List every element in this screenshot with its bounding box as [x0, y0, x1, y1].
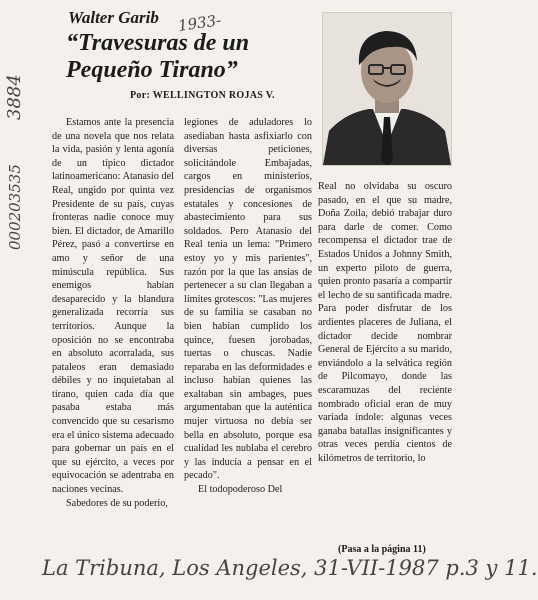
title-line-2: Pequeño Tirano” [66, 57, 238, 83]
handwritten-year: 1933- [176, 11, 223, 35]
article-column-1 [52, 116, 174, 564]
portrait-image [323, 13, 451, 165]
author-photo [322, 12, 452, 166]
title-line-1: “Travesuras de un [66, 30, 250, 56]
handwritten-source-note: La Tribuna, Los Angeles, 31-VII-1987 p.3 y 11. [42, 556, 538, 580]
column-1-paragraph-2: Sabedores de su poderío, [66, 497, 168, 509]
article-title [66, 30, 316, 84]
column-3-paragraph-1: Real no olvidaba su oscuro pasado, en el que su madre, Doña Zoila, debió trabajar duro para darle de comer. Como recompensa el dictador trae de Estados Unidos a Johnny Smith, un experto piloto de guerra, quien pronto pasaría a compartir el lecho de su santificada madre. Para poder disfrutar de los ardientes placeres de Juliana, el dictador decide nombrar General de Ejército a su marido, enviándolo a la selvática región de Pilcomayo, donde las escaramuzas del reciente nombrado oficial eran de muy variada índole: algunas veces ganaba batallas insignificantes y otras veces perdía cientos de kilómetros de territorio, lo [318, 181, 452, 464]
column-1-paragraph-1: Estamos ante la presencia de una novela que nos relata la vida, pasión y lenta agonía de un típico dictador latinoamericano: Atanasio del Real, ungido por quinta vez Presidente de su país, cuyas fronteras nadie conoce muy bien. El dictador, de Amarillo Pérez, pasó a convertirse en amo y señor de una minúscula república. Sus enemigos habían desaparecido y la blandura generalizada recorría sus territorios. Aunque la oposición no se encontraba en absoluto acorralada, sus pataleos eran demasiado débiles y no inquietaban al tirano, quien cada día que pasaba estaba más convencido que su cesarismo era el único sistema adecuado para gobernar un país en el que su ejército, a veces por equivocación se adentraba en naciones vecinas. [52, 117, 174, 496]
column-2-paragraph-2: El todopoderoso Del [198, 484, 283, 496]
continued-note: (Pasa a la página 11) [338, 544, 426, 555]
handwritten-side-code: 000203535 [6, 164, 24, 250]
handwritten-side-number: 3884 [4, 74, 25, 120]
author-heading: Walter Garib [68, 8, 159, 27]
column-2-paragraph-1: legiones de aduladores lo asediaban hasta asfixiarlo con diversas peticiones, solicitándole Embajadas, cargos en ministerios, presidencias de organismos estatales y concesiones de abastecimiento para sus soldados. Pero Atanasio del Real tenía un lema: "Primero estoy yo y mis parientes", razón por la que las ansias de pertenecer a su clan llegaban a límites grotescos: "Las mujeres de su familia se casaban no bien habían cumplido los quince, fuesen jorobadas, tuertas o chuscas. Nadie reparaba en las deformidades e incluso habían quienes las exaltaban sin ambages, pues argumentaban que la auténtica mujer virtuosa no debía ser bella en absoluto, porque esa cualidad les nublaba el cerebro y las inducía a pensar en el pecado". [184, 117, 312, 482]
article-column-2 [184, 116, 312, 564]
article-column-3 [318, 180, 452, 556]
byline: Por: WELLINGTON ROJAS V. [130, 90, 275, 101]
